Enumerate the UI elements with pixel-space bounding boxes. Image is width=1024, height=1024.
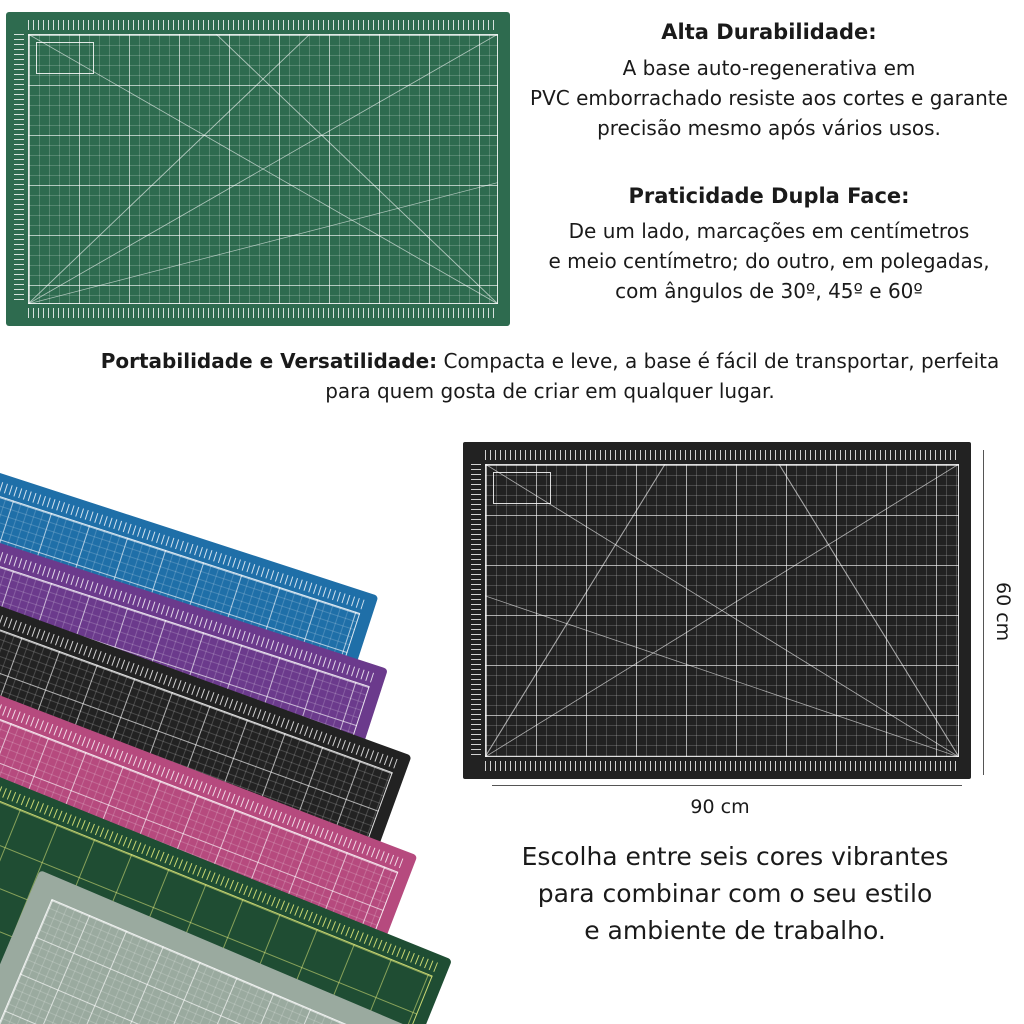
portability-text [60, 346, 1024, 406]
black-cutting-mat-main [463, 442, 971, 779]
double-sided-line-3: com ângulos de 30º, 45º e 60º [615, 279, 923, 303]
mat-bottom-ruler [28, 308, 498, 318]
height-dimension-label: 60 cm [992, 582, 1014, 642]
durability-heading: Alta Durabilidade: [661, 20, 877, 44]
black-mat-angle-lines [485, 464, 959, 757]
closing-line-2: para combinar com o seu estilo [537, 879, 933, 908]
portability-line-2: para quem gosta de criar em qualquer lugar. [325, 379, 775, 403]
width-dimension-line [492, 785, 962, 786]
double-sided-line-1: De um lado, marcações em centímetros [568, 219, 970, 243]
durability-text [520, 53, 1018, 143]
black-mat-logo [493, 472, 551, 504]
portability-line-1 [60, 346, 1024, 376]
mat-top-ruler [28, 20, 498, 30]
double-sided-line-2: e meio centímetro; do outro, em polegadas, [548, 249, 990, 273]
durability-line-2: PVC emborrachado resiste aos cortes e garante [530, 86, 1008, 110]
height-dimension-line [983, 450, 984, 775]
mat-left-ruler [14, 34, 24, 304]
portability-text-1: Compacta e leve, a base é fácil de transportar, perfeita [437, 349, 1000, 373]
closing-text [470, 838, 1000, 949]
mat-angle-lines [28, 34, 498, 304]
double-sided-heading: Praticidade Dupla Face: [628, 184, 910, 208]
mat-logo [36, 42, 94, 74]
mat-color-fan [0, 420, 520, 1024]
durability-line-3: precisão mesmo após vários usos. [597, 116, 941, 140]
portability-label: Portabilidade e Versatilidade: [100, 349, 438, 373]
durability-line-1: A base auto-regenerativa em [622, 56, 916, 80]
green-cutting-mat [6, 12, 510, 326]
closing-line-3: e ambiente de trabalho. [584, 916, 886, 945]
double-sided-text [520, 216, 1018, 306]
closing-line-1: Escolha entre seis cores vibrantes [521, 842, 949, 871]
width-dimension-label: 90 cm [690, 796, 750, 818]
